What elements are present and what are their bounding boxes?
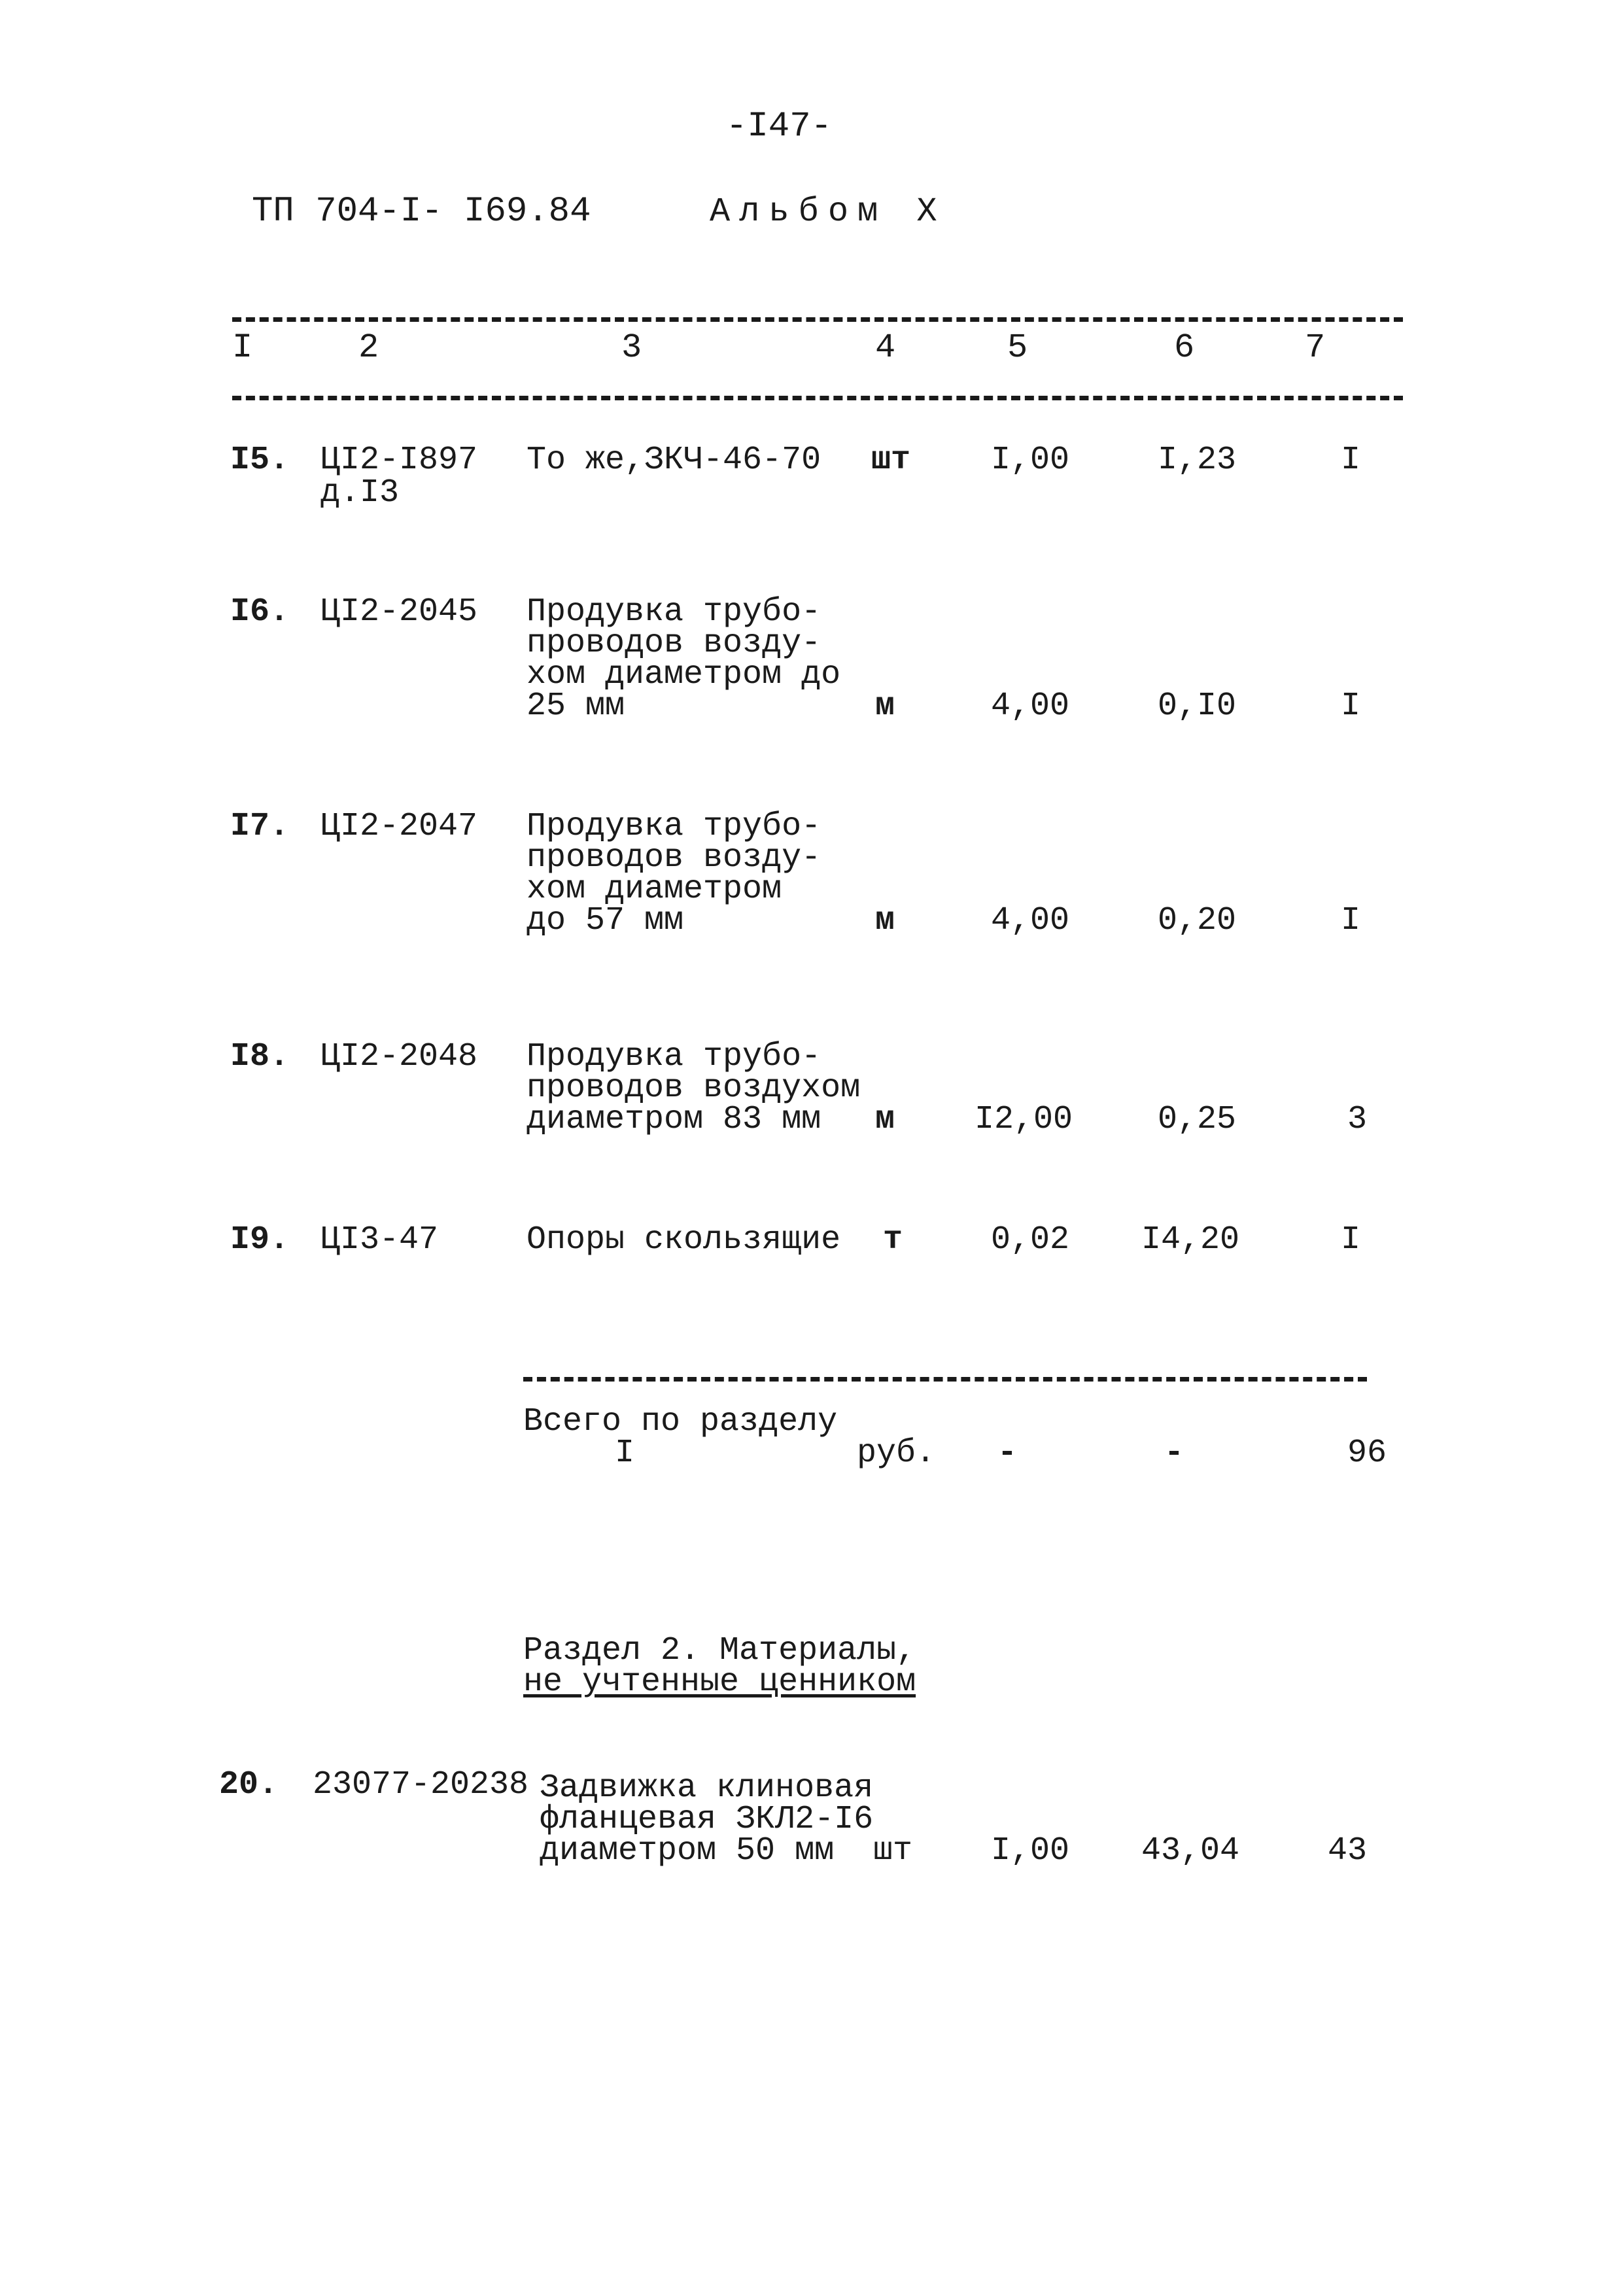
row-total: I [1341,687,1361,725]
column-header-7: 7 [1305,328,1326,367]
row-description-line: диаметром 83 мм [527,1101,821,1138]
row-quantity: I,00 [991,442,1070,479]
row-unit: шт [873,1832,913,1870]
row-code: ЦI2-2047 [320,808,478,845]
row-code: ЦI2-I897 [320,442,478,479]
row-code: 23077-20238 [313,1766,529,1803]
subtotal-price: - [1164,1435,1184,1472]
column-header-3: 3 [621,328,642,367]
subtotal-section-number: I [615,1435,635,1472]
subtotal-unit: руб. [857,1435,936,1472]
row-quantity: 4,00 [991,687,1070,725]
row-description-line: Продувка трубо- [527,593,821,631]
row-description-line: хом диаметром [527,871,782,908]
row-number: I9. [230,1221,290,1259]
subtotal-label: Всего по разделу [523,1403,838,1440]
row-description-line: фланцевая ЗКЛ2-I6 [540,1801,874,1838]
column-header-2: 2 [358,328,379,367]
header-bottom-rule [232,396,1403,400]
row-number: I8. [230,1038,290,1075]
row-unit: м [875,1101,895,1138]
row-price: I4,20 [1141,1221,1240,1259]
row-price: I,23 [1158,442,1237,479]
row-total: I [1341,902,1361,939]
row-price: 0,I0 [1158,687,1237,725]
row-code: ЦI2-2045 [320,593,478,631]
row-quantity: 4,00 [991,902,1070,939]
row-description: Опоры скользящие [527,1221,841,1259]
document-code: ТП 704-I- I69.84 [252,192,591,232]
column-header-5: 5 [1007,328,1028,367]
row-unit: т [883,1221,903,1259]
row-price: 0,25 [1158,1101,1237,1138]
row-unit: м [875,902,895,939]
row-unit: м [875,687,895,725]
subtotal-total: 96 [1347,1435,1387,1472]
row-number: I6. [230,593,290,631]
row-price: 0,20 [1158,902,1237,939]
header-top-rule [232,317,1403,322]
row-quantity: I2,00 [975,1101,1073,1138]
row-description-line: проводов возду- [527,839,821,877]
album-label: Альбом X [710,192,946,231]
subtotal-quantity: - [997,1435,1018,1472]
row-description-line: хом диаметром до [527,656,841,693]
row-code: ЦI3-47 [320,1221,439,1259]
row-description-line: Продувка трубо- [527,808,821,845]
subtotal-rule [523,1377,1367,1382]
row-total: I [1341,1221,1361,1259]
column-header-4: 4 [875,328,896,367]
row-quantity: 0,02 [991,1221,1070,1259]
section-2-subtitle: не учтенные ценником [523,1663,916,1701]
row-code-extra: д.I3 [320,474,400,512]
section-2-title: Раздел 2. Материалы, [523,1632,916,1669]
column-header-6: 6 [1174,328,1195,367]
row-code: ЦI2-2048 [320,1038,478,1075]
row-number: I5. [230,442,290,479]
row-number: 20. [219,1766,279,1803]
row-description-line: Продувка трубо- [527,1038,821,1075]
row-description-line: 25 мм [527,687,625,725]
row-total: I [1341,442,1361,479]
row-number: I7. [230,808,290,845]
row-description: То же,ЗКЧ-46-70 [527,442,821,479]
row-description-line: диаметром 50 мм [540,1832,835,1870]
row-total: 3 [1347,1101,1368,1138]
column-header-1: I [232,328,253,367]
row-unit: шт [871,442,911,479]
row-description-line: Задвижка клиновая [540,1769,874,1807]
row-price: 43,04 [1141,1832,1240,1870]
row-quantity: I,00 [991,1832,1070,1870]
row-description-line: проводов воздухом [527,1070,861,1107]
row-description-line: проводов возду- [527,625,821,662]
row-description-line: до 57 мм [527,902,684,939]
row-total: 43 [1328,1832,1368,1870]
page-number: -I47- [726,107,833,147]
